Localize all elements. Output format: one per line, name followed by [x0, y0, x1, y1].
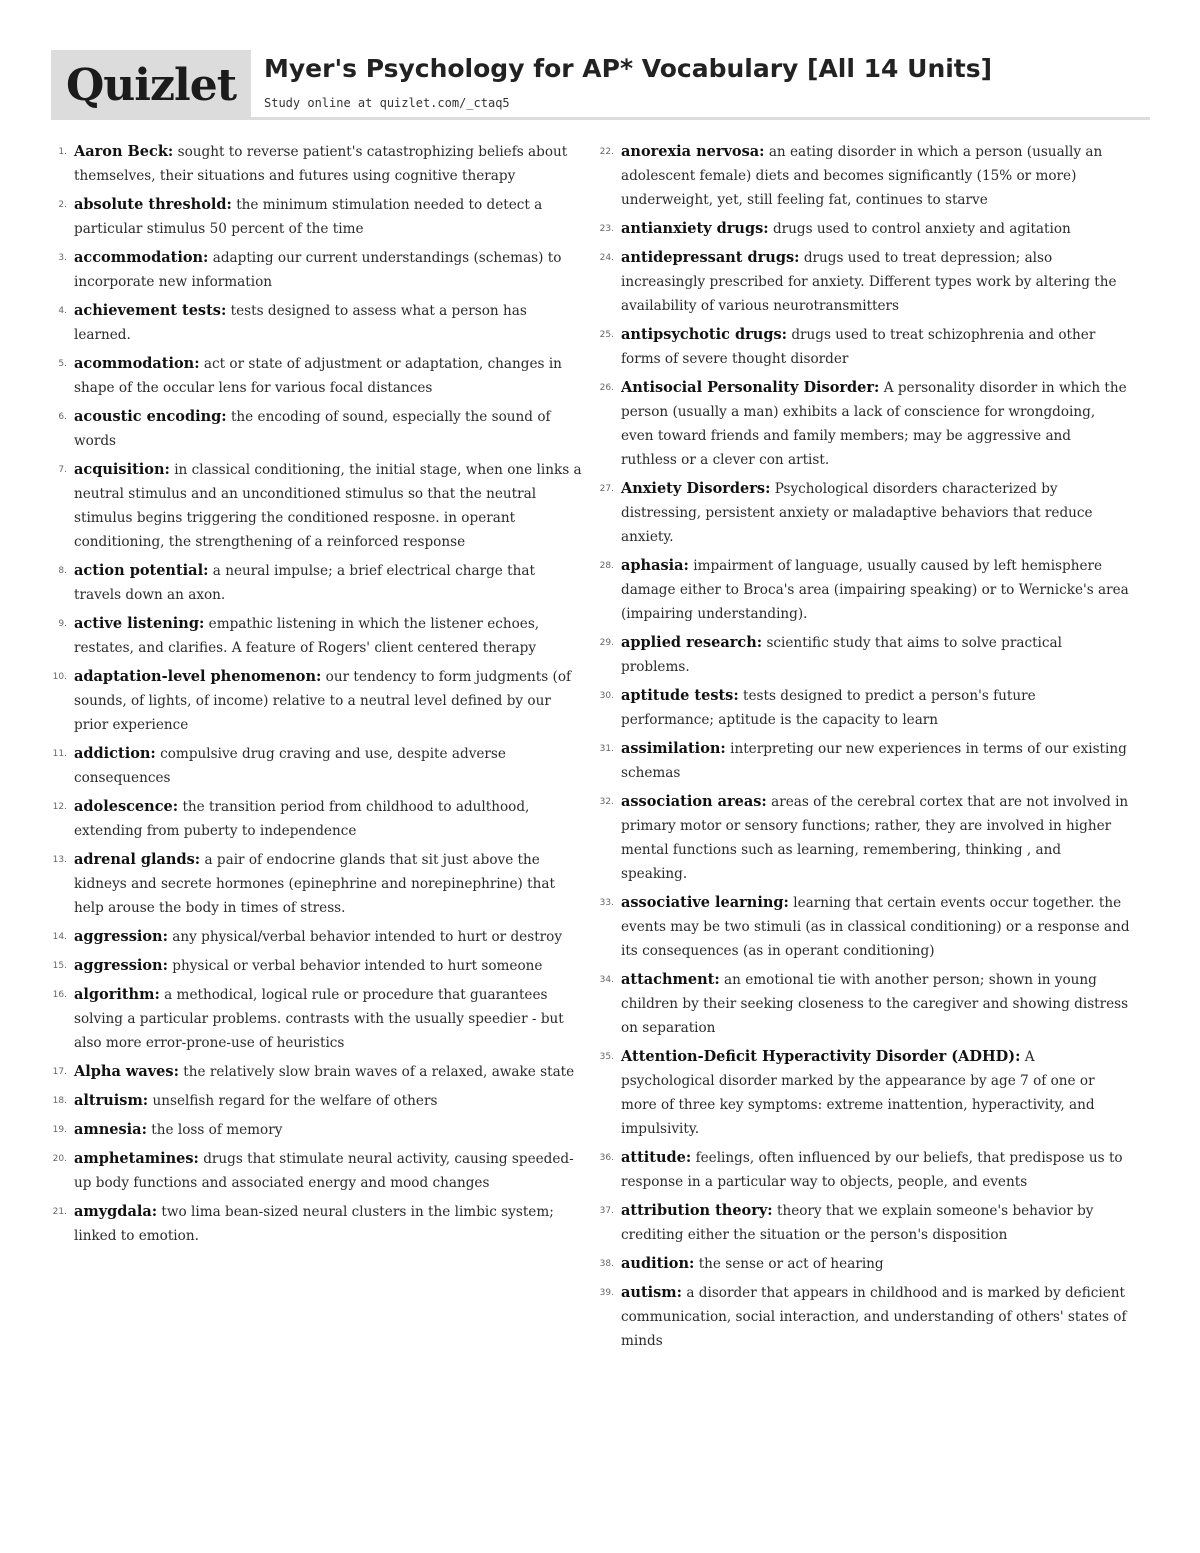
entry-term: association areas:: [621, 793, 767, 810]
vocab-entry: [50, 954, 583, 978]
entry-definition: a disorder that appears in childhood and is marked by deficient communication, social interaction, and understanding of others' states of minds: [621, 1285, 1127, 1349]
entry-term: accommodation:: [74, 249, 209, 266]
vocab-entry: [50, 1147, 583, 1195]
entry-term: active listening:: [74, 615, 205, 632]
entry-number: 30.: [599, 691, 614, 701]
entry-term: algorithm:: [74, 986, 160, 1003]
vocab-entry: [597, 737, 1130, 785]
entry-definition: a pair of endocrine glands that sit just above the kidneys and secrete hormones (epinephrine and norepinephrine) that help arouse the body in times of stress.: [74, 852, 555, 916]
entry-number: 36.: [599, 1153, 614, 1163]
entry-definition: unselfish regard for the welfare of others: [152, 1093, 438, 1109]
vocab-entry: [50, 795, 583, 843]
entry-number: 3.: [58, 253, 67, 263]
entry-number: 16.: [52, 990, 67, 1000]
entry-definition: A psychological disorder marked by the appearance by age 7 of one or more of three key symptoms: extreme inattention, hyperactivity, and impulsivity.: [621, 1049, 1095, 1137]
entry-number: 8.: [58, 566, 67, 576]
entry-term: aptitude tests:: [621, 687, 739, 704]
vocab-entry: [50, 1089, 583, 1113]
entry-number: 12.: [52, 802, 67, 812]
vocab-entry: [597, 376, 1130, 472]
entry-definition: empathic listening in which the listener echoes, restates, and clarifies. A feature of Rogers' client centered therapy: [74, 616, 540, 656]
entry-term: amygdala:: [74, 1203, 158, 1220]
right-column: [597, 140, 1130, 1358]
vocab-entry: [597, 1252, 1130, 1276]
entry-term: Anxiety Disorders:: [621, 480, 771, 497]
entry-term: adolescence:: [74, 798, 179, 815]
entry-number: 9.: [58, 619, 67, 629]
entry-definition: the loss of memory: [151, 1122, 283, 1138]
entry-number: 25.: [599, 330, 614, 340]
left-column: [50, 140, 583, 1253]
entry-definition: tests designed to assess what a person has learned.: [74, 303, 527, 343]
entry-definition: learning that certain events occur together. the events may be two stimuli (as in classical conditioning) or a response and its consequences (as in operant conditioning): [621, 895, 1130, 959]
entry-number: 6.: [58, 412, 67, 422]
entry-term: adaptation-level phenomenon:: [74, 668, 322, 685]
vocab-entry: [50, 559, 583, 607]
entry-number: 29.: [599, 638, 614, 648]
logo[interactable]: [51, 50, 251, 120]
entry-definition: any physical/verbal behavior intended to hurt or destroy: [172, 929, 563, 945]
vocab-entry: [50, 1200, 583, 1248]
entry-number: 13.: [52, 855, 67, 865]
entry-definition: our tendency to form judgments (of sounds, of lights, of income) relative to a neutral level defined by our prior experience: [74, 669, 572, 733]
entry-definition: areas of the cerebral cortex that are not involved in primary motor or sensory functions; rather, they are involved in higher mental functions such as learning, remembering, thinking , and speaking.: [621, 794, 1129, 882]
vocab-entry: [597, 217, 1130, 241]
entry-number: 19.: [52, 1125, 67, 1135]
vocab-entry: [50, 742, 583, 790]
vocab-entry: [50, 1118, 583, 1142]
vocab-entry: [50, 193, 583, 241]
vocab-entry: [50, 246, 583, 294]
entry-definition: interpreting our new experiences in terms of our existing schemas: [621, 741, 1127, 781]
entry-term: acommodation:: [74, 355, 200, 372]
entry-definition: drugs used to treat schizophrenia and other forms of severe thought disorder: [621, 327, 1096, 367]
vocab-entry: [597, 323, 1130, 371]
entry-definition: tests designed to predict a person's future performance; aptitude is the capacity to learn: [621, 688, 1036, 728]
entry-definition: the transition period from childhood to adulthood, extending from puberty to independence: [74, 799, 530, 839]
entry-number: 5.: [58, 359, 67, 369]
entry-definition: the minimum stimulation needed to detect a particular stimulus 50 percent of the time: [74, 197, 543, 237]
vocab-entry: [50, 612, 583, 660]
entry-definition: two lima bean-sized neural clusters in the limbic system; linked to emotion.: [74, 1204, 554, 1244]
entry-number: 26.: [599, 383, 614, 393]
entry-definition: A personality disorder in which the person (usually a man) exhibits a lack of conscience for wrongdoing, even toward friends and family members; may be aggressive and ruthless or a clever con artist.: [621, 380, 1127, 468]
vocab-entry: [597, 1281, 1130, 1353]
entry-definition: the encoding of sound, especially the sound of words: [74, 409, 551, 449]
vocab-entry: [50, 665, 583, 737]
entry-definition: impairment of language, usually caused by left hemisphere damage either to Broca's area (impairing speaking) or to Wernicke's area (impairing understanding).: [621, 558, 1129, 622]
vocab-entry: [50, 458, 583, 554]
entry-term: amphetamines:: [74, 1150, 199, 1167]
header-divider: [251, 117, 1150, 120]
entry-number: 2.: [58, 200, 67, 210]
entry-term: achievement tests:: [74, 302, 227, 319]
entry-number: 33.: [599, 898, 614, 908]
entry-term: Antisocial Personality Disorder:: [621, 379, 880, 396]
entry-term: antianxiety drugs:: [621, 220, 769, 237]
entry-definition: compulsive drug craving and use, despite adverse consequences: [74, 746, 506, 786]
vocab-entry: [597, 477, 1130, 549]
entry-term: addiction:: [74, 745, 156, 762]
entry-number: 7.: [58, 465, 67, 475]
vocab-entry: [50, 352, 583, 400]
vocab-entry: [50, 405, 583, 453]
entry-term: Alpha waves:: [74, 1063, 179, 1080]
entry-definition: a neural impulse; a brief electrical charge that travels down an axon.: [74, 563, 535, 603]
entry-definition: feelings, often influenced by our beliefs, that predispose us to response in a particular way to objects, people, and events: [621, 1150, 1123, 1190]
entry-number: 31.: [599, 744, 614, 754]
entry-definition: the relatively slow brain waves of a relaxed, awake state: [183, 1064, 575, 1080]
entry-term: audition:: [621, 1255, 695, 1272]
vocab-entry: [50, 299, 583, 347]
entry-number: 32.: [599, 797, 614, 807]
vocab-entry: [597, 246, 1130, 318]
entry-term: aggression:: [74, 957, 168, 974]
entry-definition: Psychological disorders characterized by distressing, persistent anxiety or maladaptive behaviors that reduce anxiety.: [621, 481, 1093, 545]
vocab-entry: [50, 925, 583, 949]
entry-number: 22.: [599, 147, 614, 157]
logo-text: Quizlet: [65, 59, 237, 111]
entry-term: attribution theory:: [621, 1202, 773, 1219]
entry-definition: physical or verbal behavior intended to hurt someone: [172, 958, 543, 974]
entry-definition: an emotional tie with another person; shown in young children by their seeking closeness to the caregiver and showing distress on separation: [621, 972, 1129, 1036]
entry-term: anorexia nervosa:: [621, 143, 765, 160]
entry-number: 15.: [52, 961, 67, 971]
entry-term: adrenal glands:: [74, 851, 201, 868]
entry-term: applied research:: [621, 634, 763, 651]
vocab-entry: [597, 554, 1130, 626]
header: [51, 50, 1150, 120]
entry-number: 23.: [599, 224, 614, 234]
vocab-entry: [597, 140, 1130, 212]
entry-number: 38.: [599, 1259, 614, 1269]
page-title: Myer's Psychology for AP* Vocabulary [All 14 Units]: [264, 54, 993, 83]
entry-term: autism:: [621, 1284, 683, 1301]
entry-number: 35.: [599, 1052, 614, 1062]
entry-number: 24.: [599, 253, 614, 263]
vocab-entry: [597, 1045, 1130, 1141]
entry-term: antidepressant drugs:: [621, 249, 800, 266]
entry-definition: drugs used to treat depression; also increasingly prescribed for anxiety. Different types work by altering the availability of various neurotransmitters: [621, 250, 1117, 314]
entry-number: 18.: [52, 1096, 67, 1106]
vocab-entry: [597, 968, 1130, 1040]
vocab-entry: [50, 1060, 583, 1084]
vocab-entry: [597, 631, 1130, 679]
entry-number: 10.: [52, 672, 67, 682]
entry-definition: sought to reverse patient's catastrophizing beliefs about themselves, their situations and futures using cognitive therapy: [74, 144, 568, 184]
entry-term: aggression:: [74, 928, 168, 945]
entry-number: 37.: [599, 1206, 614, 1216]
entry-term: Attention-Deficit Hyperactivity Disorder (ADHD):: [621, 1048, 1021, 1065]
entry-term: acquisition:: [74, 461, 170, 478]
entry-number: 20.: [52, 1154, 67, 1164]
entry-term: antipsychotic drugs:: [621, 326, 787, 343]
entry-definition: theory that we explain someone's behavior by crediting either the situation or the person's disposition: [621, 1203, 1094, 1243]
entry-definition: adapting our current understandings (schemas) to incorporate new information: [74, 250, 562, 290]
entry-number: 11.: [52, 749, 67, 759]
vocab-entry: [597, 891, 1130, 963]
entry-number: 4.: [58, 306, 67, 316]
entry-definition: in classical conditioning, the initial stage, when one links a neutral stimulus and an unconditioned stimulus so that the neutral stimulus begins triggering the conditioned resposne. in operant conditioning, the strengthening of a reinforced response: [74, 462, 582, 550]
entry-definition: scientific study that aims to solve practical problems.: [621, 635, 1062, 675]
entry-number: 34.: [599, 975, 614, 985]
entry-term: absolute threshold:: [74, 196, 232, 213]
vocab-entry: [50, 140, 583, 188]
entry-definition: drugs that stimulate neural activity, causing speeded-up body functions and associated energy and mood changes: [74, 1151, 574, 1191]
entry-term: associative learning:: [621, 894, 789, 911]
entry-term: aphasia:: [621, 557, 689, 574]
entry-number: 21.: [52, 1207, 67, 1217]
entry-definition: a methodical, logical rule or procedure that guarantees solving a particular problems. contrasts with the usually speedier - but also more error-prone-use of heuristics: [74, 987, 564, 1051]
entry-number: 27.: [599, 484, 614, 494]
vocab-entry: [50, 983, 583, 1055]
vocab-entry: [597, 1199, 1130, 1247]
study-link[interactable]: Study online at quizlet.com/_ctaq5: [264, 96, 510, 110]
entry-number: 17.: [52, 1067, 67, 1077]
vocab-entry: [597, 684, 1130, 732]
entry-term: altruism:: [74, 1092, 149, 1109]
entry-number: 28.: [599, 561, 614, 571]
entry-definition: act or state of adjustment or adaptation, changes in shape of the occular lens for various focal distances: [74, 356, 562, 396]
entry-term: acoustic encoding:: [74, 408, 227, 425]
entry-term: amnesia:: [74, 1121, 147, 1138]
entry-term: Aaron Beck:: [74, 143, 174, 160]
entry-term: attachment:: [621, 971, 720, 988]
vocab-entry: [597, 790, 1130, 886]
entry-number: 39.: [599, 1288, 614, 1298]
entry-term: attitude:: [621, 1149, 692, 1166]
entry-term: assimilation:: [621, 740, 726, 757]
vocab-entry: [50, 848, 583, 920]
entry-definition: drugs used to control anxiety and agitation: [772, 221, 1071, 237]
entry-number: 14.: [52, 932, 67, 942]
entry-definition: an eating disorder in which a person (usually an adolescent female) diets and becomes significantly (15% or more) underweight, yet, still feeling fat, continues to starve: [621, 144, 1103, 208]
entry-number: 1.: [58, 147, 67, 157]
entry-term: action potential:: [74, 562, 209, 579]
vocab-entry: [597, 1146, 1130, 1194]
entry-definition: the sense or act of hearing: [698, 1256, 884, 1272]
